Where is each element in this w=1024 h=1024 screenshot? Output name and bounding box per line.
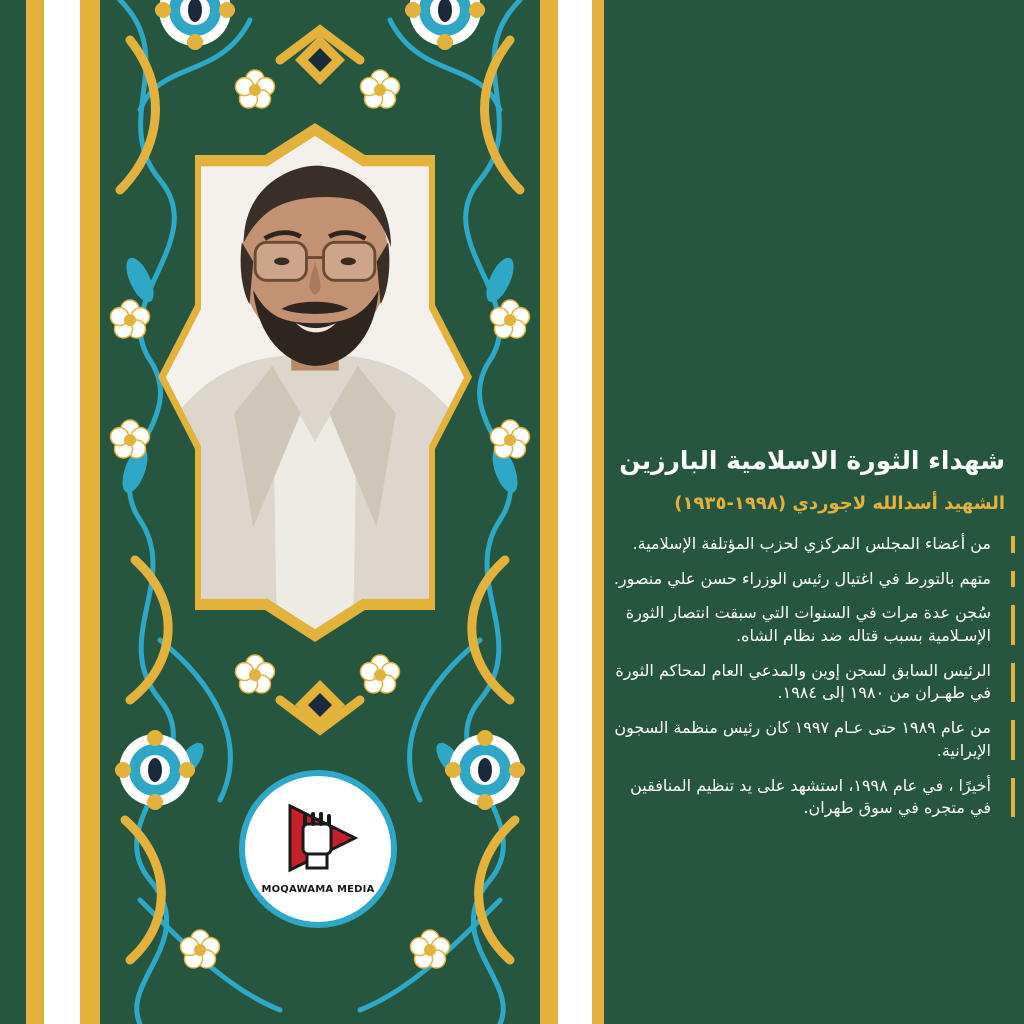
list-item xyxy=(605,660,1015,705)
list-item-text: من عام ١٩٨٩ حتى عـام ١٩٩٧ كان رئيس منظمة السجون الإيرانية. xyxy=(614,718,991,760)
list-item xyxy=(605,602,1015,647)
bullet-bar xyxy=(1011,778,1015,817)
moqawama-media-logo xyxy=(239,770,397,928)
bullet-bar xyxy=(1011,605,1015,644)
list-item-text: من أعضاء المجلس المركزي لحزب المؤتلفة الإسلامية. xyxy=(632,533,991,553)
page-title: شهداء الثورة الاسلامية البارزين xyxy=(619,446,1005,475)
stripe-white-right xyxy=(558,0,592,1024)
stripe-white-left xyxy=(44,0,80,1024)
bullet-bar xyxy=(1011,663,1015,702)
stripe-gold-right-inner xyxy=(540,0,558,1024)
stripe-gold-left xyxy=(26,0,44,1024)
list-item xyxy=(605,717,1015,762)
list-item-text: متهم بالتورط في اغتيال رئيس الوزراء حسن علي منصور. xyxy=(613,568,991,588)
list-item xyxy=(605,775,1015,820)
fist-play-icon xyxy=(245,776,391,881)
stripe-gold-left-inner xyxy=(80,0,100,1024)
list-item-text: سُجن عدة مرات في السنوات التي سبقت انتصار الثورة الإسـلامية بسبب قتاله ضد نظام الشاه. xyxy=(625,603,991,646)
biography-panel xyxy=(605,445,1015,832)
list-item-text: الرئيس السابق لسجن إوين والمدعي العام لمحاكم الثورة في طهـران من ١٩٨٠ إلى ١٩٨٤. xyxy=(615,660,991,703)
biography-list xyxy=(605,533,1015,820)
list-item xyxy=(605,568,1015,591)
bullet-bar xyxy=(1011,720,1015,759)
list-item xyxy=(605,533,1015,556)
portrait-frame xyxy=(150,115,480,650)
list-item-text: أخيرًا ، في عام ١٩٩٨، استشهد على يد تنظيم المنافقين في متجره في سوق طهران. xyxy=(630,775,991,818)
martyr-name: الشهيد أسدالله لاجوردي (١٩٩٨-١٩٣٥) xyxy=(674,492,1005,514)
stripe-gold-right xyxy=(592,0,604,1024)
portrait-illustration xyxy=(150,115,480,650)
bullet-bar xyxy=(1011,536,1015,553)
logo-wordmark: MOQAWAMA MEDIA xyxy=(261,884,375,895)
bullet-bar xyxy=(1011,571,1015,588)
stripe-dark-left xyxy=(0,0,26,1024)
